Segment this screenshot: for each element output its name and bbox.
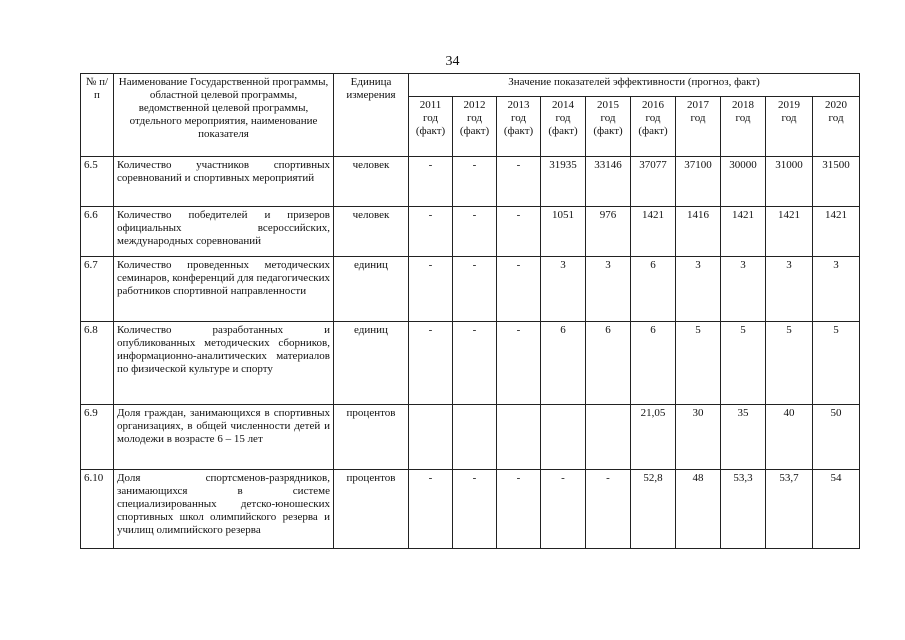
row-num: 6.10 <box>81 470 114 549</box>
header-year: 2016 год (факт) <box>631 97 676 157</box>
row-value <box>409 405 453 470</box>
header-year: 2011 год (факт) <box>409 97 453 157</box>
row-value: - <box>453 470 497 549</box>
row-value: 3 <box>541 257 586 322</box>
row-value: - <box>497 470 541 549</box>
row-value: 1421 <box>631 207 676 257</box>
row-value: 31935 <box>541 157 586 207</box>
row-value: 5 <box>766 322 813 405</box>
header-unit: Единица измерения <box>334 74 409 157</box>
row-value: 40 <box>766 405 813 470</box>
row-value: 1051 <box>541 207 586 257</box>
header-year: 2018 год <box>721 97 766 157</box>
page-number: 34 <box>445 54 460 69</box>
row-value: 30 <box>676 405 721 470</box>
row-value: - <box>586 470 631 549</box>
row-num: 6.7 <box>81 257 114 322</box>
row-value: 976 <box>586 207 631 257</box>
row-name: Доля граждан, занимающихся в спортивных организациях, в общей численности детей и молодежи в возрасте 6 – 15 лет <box>114 405 334 470</box>
row-name: Количество проведенных методических семинаров, конференций для педагогических работников спортивной направленности <box>114 257 334 322</box>
table-row <box>81 470 860 549</box>
row-value: - <box>453 157 497 207</box>
row-value: 3 <box>721 257 766 322</box>
row-value: - <box>497 322 541 405</box>
row-value: 37077 <box>631 157 676 207</box>
row-value: 6 <box>541 322 586 405</box>
row-value: 54 <box>813 470 860 549</box>
header-name: Наименование Государственной программы, областной целевой программы, ведомственной целевой программы, отдельного мероприятия, наименование показателя <box>114 74 334 157</box>
indicators-table <box>80 73 860 549</box>
row-unit: человек <box>334 207 409 257</box>
row-value <box>497 405 541 470</box>
row-name: Доля спортсменов-разрядников, занимающихся в системе специализированных детско-юношеских спортивных школ олимпийского резерва и училищ олимпийского резерва <box>114 470 334 549</box>
row-value: 3 <box>813 257 860 322</box>
row-value: 5 <box>676 322 721 405</box>
row-value: 1421 <box>766 207 813 257</box>
table-row <box>81 257 860 322</box>
row-value: 1421 <box>813 207 860 257</box>
header-year: 2012 год (факт) <box>453 97 497 157</box>
row-value: - <box>497 207 541 257</box>
table-row <box>81 157 860 207</box>
row-value: 53,7 <box>766 470 813 549</box>
row-name: Количество участников спортивных соревнований и спортивных мероприятий <box>114 157 334 207</box>
row-num: 6.6 <box>81 207 114 257</box>
header-year: 2019 год <box>766 97 813 157</box>
row-value: 3 <box>586 257 631 322</box>
row-value: 31500 <box>813 157 860 207</box>
header-year: 2014 год (факт) <box>541 97 586 157</box>
row-unit: человек <box>334 157 409 207</box>
row-name: Количество разработанных и опубликованных методических сборников, информационно-аналитических материалов по физической культуре и спорту <box>114 322 334 405</box>
row-unit: единиц <box>334 257 409 322</box>
row-value: - <box>453 257 497 322</box>
row-num: 6.8 <box>81 322 114 405</box>
row-value: 3 <box>676 257 721 322</box>
table-row <box>81 207 860 257</box>
row-value: 52,8 <box>631 470 676 549</box>
row-name: Количество победителей и призеров официальных всероссийских, международных соревнований <box>114 207 334 257</box>
row-value <box>541 405 586 470</box>
row-value: 1421 <box>721 207 766 257</box>
row-value: - <box>409 157 453 207</box>
row-value: 53,3 <box>721 470 766 549</box>
table-row <box>81 405 860 470</box>
row-value: 1416 <box>676 207 721 257</box>
header-year: 2017 год <box>676 97 721 157</box>
row-value: - <box>541 470 586 549</box>
header-year: 2013 год (факт) <box>497 97 541 157</box>
row-value: 6 <box>586 322 631 405</box>
row-value: - <box>409 207 453 257</box>
row-value: 33146 <box>586 157 631 207</box>
row-value: - <box>409 322 453 405</box>
row-value: 5 <box>721 322 766 405</box>
row-unit: процентов <box>334 405 409 470</box>
row-value: - <box>409 257 453 322</box>
row-value <box>453 405 497 470</box>
row-value: 35 <box>721 405 766 470</box>
row-value: 37100 <box>676 157 721 207</box>
row-value <box>586 405 631 470</box>
table-header <box>81 74 860 157</box>
row-value: 50 <box>813 405 860 470</box>
header-year: 2020 год <box>813 97 860 157</box>
header-year: 2015 год (факт) <box>586 97 631 157</box>
row-value: - <box>497 157 541 207</box>
row-unit: процентов <box>334 470 409 549</box>
row-value: 31000 <box>766 157 813 207</box>
row-value: 6 <box>631 322 676 405</box>
row-value: 6 <box>631 257 676 322</box>
row-value: - <box>453 207 497 257</box>
row-value: - <box>409 470 453 549</box>
row-value: 30000 <box>721 157 766 207</box>
table-row <box>81 322 860 405</box>
row-value: 3 <box>766 257 813 322</box>
row-value: 5 <box>813 322 860 405</box>
header-num: № п/п <box>81 74 114 157</box>
row-value: - <box>497 257 541 322</box>
row-value: - <box>453 322 497 405</box>
row-value: 48 <box>676 470 721 549</box>
row-num: 6.9 <box>81 405 114 470</box>
row-unit: единиц <box>334 322 409 405</box>
header-group: Значение показателей эффективности (прогноз, факт) <box>409 74 860 97</box>
row-num: 6.5 <box>81 157 114 207</box>
row-value: 21,05 <box>631 405 676 470</box>
